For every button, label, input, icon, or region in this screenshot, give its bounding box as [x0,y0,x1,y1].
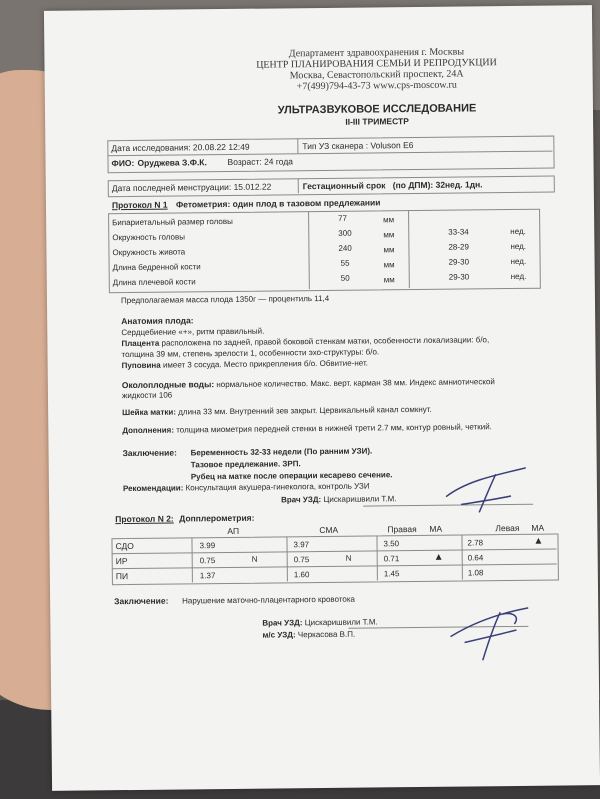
exam-date: Дата исследования: 20.08.22 12:49 [111,141,250,154]
patient-label: ФИО: [111,157,135,169]
fetometry-unit: мм [383,275,395,285]
placenta-label: Плацента [121,338,160,349]
doctor-2 [262,617,378,627]
doppler-header-ap: АП [227,525,240,536]
fetometry-unit: мм [383,230,395,240]
nurse-label: м/с УЗД: [262,630,296,640]
cervix [122,405,432,417]
fluid-text: нормальное количество. Макс. верт. карман 38 мм. Индекс амниотической [214,377,495,390]
doppler-header-left: Левая [495,522,520,534]
additions-label: Дополнения: [122,425,175,436]
conclusion1-line2: Тазовое предлежание. ЗРП. [190,459,301,470]
doctor2-name: Цискаришвили Т.М. [304,617,378,628]
doppler-header-ma-left: МА [531,522,545,533]
doppler-cma: 3.97 [293,540,310,550]
doppler-cma-norm: N [345,553,352,563]
fluid-text-2: жидкости 106 [121,390,173,401]
conclusion1-line3: Рубец на матке после операции кесарево сечение. [190,470,393,482]
conclusion2-label: Заключение: [114,595,169,607]
additions-text: толщина миометрия передней стенки в нижней трети 2.7 мм, контур ровный, четкий. [173,422,492,435]
cord-text: имеет 3 сосуда. Место прикрепления б/о. Обвитие-нет. [160,358,369,370]
doppler-cma: 0.75 [293,555,310,565]
cord-label: Пуповина [121,360,161,371]
doppler-right: 0.71 [383,554,400,564]
fetometry-name: Окружность головы [112,232,186,243]
amniotic-fluid [122,376,495,390]
cervix-text: длина 33 мм. Внутренний зев закрыт. Цервикальный канал сомкнут. [175,404,432,417]
doppler-header-right: Правая [387,524,417,535]
gest-value: (по ДПМ): 32нед. 1дн. [392,179,483,191]
fetometry-name: Окружность живота [112,247,186,258]
doppler-name: ПИ [115,571,129,582]
doctor-label: Врач УЗД: [281,495,322,505]
fetometry-name: Длина бедренной кости [112,262,201,273]
fluid-label: Околоплодные воды: [121,379,215,391]
fetometry-range: 28-29 [448,242,469,252]
fetometry-unit: мм [383,260,395,270]
document-paper [44,5,600,791]
doppler-left: 1.08 [467,568,484,578]
doppler-ap-norm: N [251,554,258,564]
fetometry-value: 77 [338,213,348,223]
doppler-name: ИР [115,556,128,567]
header-dept: Департамент здравоохранения г. Москвы [288,46,465,60]
protocol1-title: Фетометрия: один плод в тазовом предлежании [175,197,381,210]
doppler-ap: 1.37 [199,571,216,581]
patient-name: Оруджева З.Ф.К. [137,157,207,168]
gest-label: Гестационный срок [302,180,386,192]
fetometry-value: 240 [338,243,352,253]
anatomy-cord [122,359,368,371]
doc-title: УЛЬТРАЗВУКОВОЕ ИССЛЕДОВАНИЕ [277,102,477,117]
patient-age: Возраст: 24 года [227,156,294,167]
fetometry-value: 50 [340,273,350,283]
signature-1 [441,456,532,517]
header-center: ЦЕНТР ПЛАНИРОВАНИЯ СЕМЬИ И РЕПРОДУКЦИИ [256,57,497,71]
fetometry-value: 300 [338,228,352,238]
doppler-right-triangle-icon: ▲ [433,551,444,563]
placenta-text: расположена по задней, правой боковой стенкам матки, особенности локализации: б/о, [159,335,490,348]
conclusion2-text: Нарушение маточно-плацентарного кровотока [182,594,356,606]
fetometry-weeks: нед. [510,256,527,267]
protocol1-label: Протокол N 1 [111,199,168,211]
document-content [106,45,600,770]
fetometry-name: Бипариетальный размер головы [112,216,233,228]
lmp-date: Дата последней менструации: 15.012.22 [111,181,272,194]
doctor-1 [281,494,397,504]
protocol2-title: Допплерометрия: [179,512,255,524]
anatomy-heart: Сердцебиение «+», ритм правильный. [121,326,265,338]
nurse-name: Черкасова В.П. [297,629,356,640]
fetometry-weeks: нед. [510,241,527,252]
fetometry-unit: мм [383,215,395,225]
lmp-divider [298,178,299,193]
doctor2-label: Врач УЗД: [262,618,303,628]
doc-subtitle: II-III ТРИМЕСТР [345,116,409,127]
doppler-right: 3.50 [383,539,400,549]
doppler-header-cma: СМА [319,524,339,536]
fetometry-value: 55 [340,258,350,268]
anatomy-title: Анатомия плода: [121,315,194,327]
fetometry-name: Длина плечевой кости [112,277,196,288]
additions [122,422,492,435]
conclusion1-label: Заключение: [122,447,177,459]
fetal-mass: Предполагаемая масса плода 1350г — процентиль 11,4 [120,293,330,306]
fetometry-unit: мм [383,245,395,255]
doppler-header-ma-right: МА [429,523,443,534]
doppler-cma: 1.60 [293,570,310,580]
fetometry-range: 29-30 [448,257,470,267]
conclusion1-line1: Беременность 32-33 недели (По ранним УЗИ). [190,446,373,458]
doppler-ap: 0.75 [199,556,216,566]
doppler-table [111,534,558,586]
doppler-left-triangle-icon: ▲ [533,535,544,547]
doppler-name: СДО [115,540,134,552]
protocol2-label: Протокол N 2: [115,513,174,525]
scanner-type: Тип УЗ сканера : Voluson E6 [302,140,414,152]
header-address: Москва, Севастопольский проспект, 24А [289,68,464,82]
anatomy-placenta [121,335,489,348]
fetometry-weeks: нед. [510,271,527,282]
doppler-left: 0.64 [467,553,484,563]
header-contacts: +7(499)794-43-73 www.cps-moscow.ru [296,79,457,93]
cervix-label: Шейка матки: [122,407,177,418]
signature-2 [442,594,533,665]
doctor-name: Цискаришвили Т.М. [323,494,397,504]
fetometry-range: 29-30 [448,272,470,282]
placenta-text-2: толщина 39 мм, степень зрелости 1, особенности эхо-структуры: б/о. [121,347,380,360]
fetometry-range: 33-34 [448,227,469,237]
recommendations [123,482,370,494]
nurse [262,630,355,640]
patient-divider [297,138,298,153]
rec-label: Рекомендации: [122,483,184,494]
fetometry-weeks: нед. [510,226,526,237]
rec-text: Консультация акушера-гинеколога, контроль УЗИ [185,481,370,493]
doppler-ap: 3.99 [199,541,216,551]
doppler-right: 1.45 [383,569,400,579]
doppler-left: 2.78 [467,538,484,548]
